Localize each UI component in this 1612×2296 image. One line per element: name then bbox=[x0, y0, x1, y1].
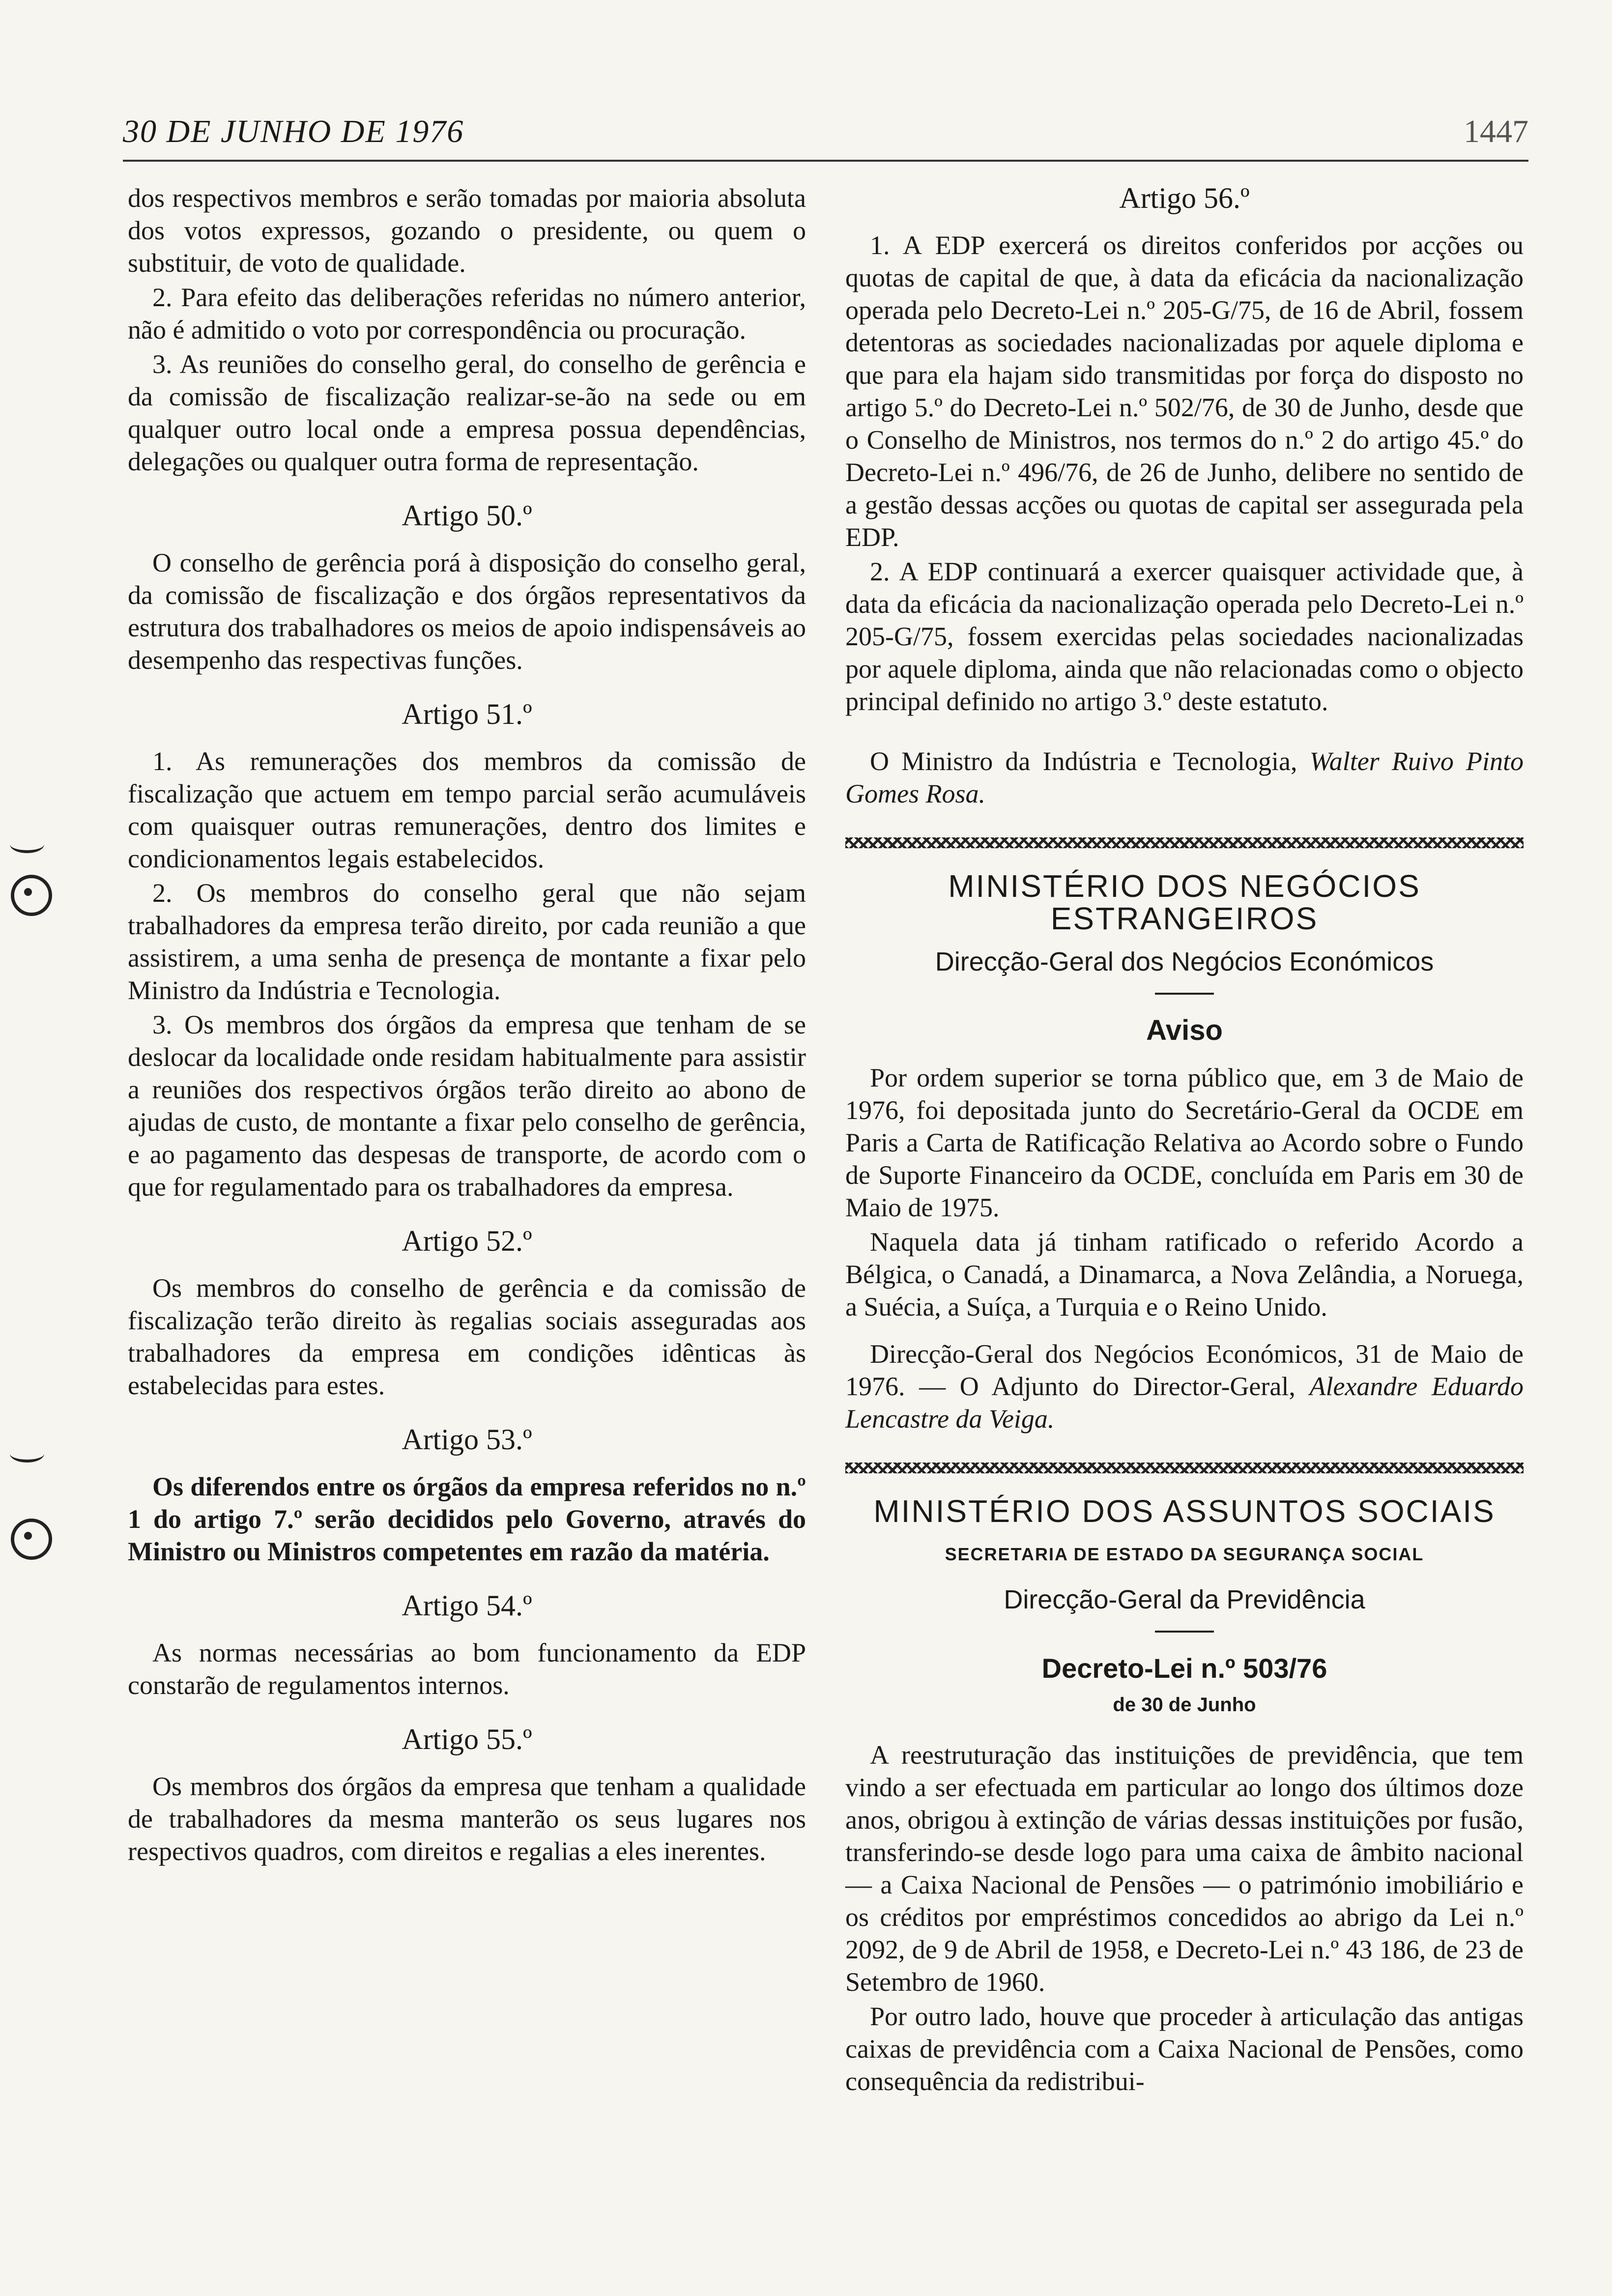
article-53-title: Artigo 53.º bbox=[402, 1423, 532, 1456]
paragraph: Por ordem superior se torna público que, em 3 de Maio de 1976, foi depositada junto do Secretário-Geral da OCDE em Paris a Carta de Ratificação Relativa ao Acordo sobre o Fundo de Suporte Financeiro da OCDE, concluída em Paris em 30 de Maio de 1975. bbox=[845, 1063, 1524, 1222]
paragraph: A reestruturação das instituições de previdência, que tem vindo a ser efectuada em particular ao longo dos últimos doze anos, obrigou à extinção de várias dessas instituições por fusão, transferindo-se desde logo para uma caixa de âmbito nacional — a Caixa Nacional de Pensões — o património imobiliário e os créditos por empréstimos concedidos ao abrigo da Lei n.º 2092, de 9 de Abril de 1958, e Decreto-Lei n.º 43 186, de 23 de Setembro de 1960. bbox=[845, 1740, 1524, 1997]
margin-tick-icon bbox=[10, 1445, 44, 1463]
paragraph: 3. Os membros dos órgãos da empresa que tenham de se deslocar da localidade onde residam habitualmente para assistir a reuniões dos respectivos órgãos terão direito ao abono de ajudas de custo, de montante a fixar pelo conselho de gerência, e ao pagamento das despesas de transporte, de acordo com o que for regulamentado para os trabalhadores da empresa. bbox=[128, 1010, 806, 1202]
signature-block bbox=[845, 1338, 1524, 1435]
margin-tick-icon bbox=[10, 835, 44, 853]
signature-block bbox=[845, 745, 1524, 810]
paragraph: Naquela data já tinham ratificado o referido Acordo a Bélgica, o Canadá, a Dinamarca, a Nova Zelândia, a Noruega, a Suécia, a Suíça, a Turquia e o Reino Unido. bbox=[845, 1227, 1524, 1321]
article-50-title: Artigo 50.º bbox=[402, 499, 532, 532]
left-column bbox=[128, 182, 806, 1869]
margin-punch-hole-icon bbox=[11, 1519, 52, 1560]
paragraph: 3. As reuniões do conselho geral, do conselho de gerência e da comissão de fiscalização realizar-se-ão na sede ou em qualquer outro local onde a empresa possua dependências, delegações ou qualquer outra forma de representação. bbox=[128, 349, 806, 476]
directorate-heading: Direcção-Geral dos Negócios Económicos bbox=[935, 947, 1434, 976]
paragraph: dos respectivos membros e serão tomadas por maioria absoluta dos votos expressos, gozando o presidente, ou quem o substituir, de voto de qualidade. bbox=[128, 183, 806, 278]
secretariat-heading: SECRETARIA DE ESTADO DA SEGURANÇA SOCIAL bbox=[945, 1544, 1424, 1564]
paragraph: 2. Para efeito das deliberações referidas no número anterior, não é admitido o voto por correspondência ou procuração. bbox=[128, 283, 806, 344]
ministry-heading: MINISTÉRIO DOS NEGÓCIOS ESTRANGEIROS bbox=[948, 868, 1421, 936]
article-55-title: Artigo 55.º bbox=[402, 1723, 532, 1755]
decree-date: de 30 de Junho bbox=[1113, 1694, 1256, 1716]
short-rule bbox=[1155, 993, 1214, 995]
paragraph: O conselho de gerência porá à disposição do conselho geral, da comissão de fiscalização e dos órgãos representativos da estrutura dos trabalhadores os meios de apoio indispensáveis ao desempenho das respectivas funções. bbox=[128, 548, 806, 675]
article-56-title: Artigo 56.º bbox=[1119, 182, 1250, 214]
section-divider bbox=[845, 1463, 1524, 1473]
directorate-heading: Direcção-Geral da Previdência bbox=[1004, 1585, 1365, 1614]
section-divider bbox=[845, 837, 1524, 848]
page-header bbox=[123, 108, 1528, 152]
page-number: 1447 bbox=[1464, 114, 1528, 149]
ministry-heading: MINISTÉRIO DOS ASSUNTOS SOCIAIS bbox=[873, 1493, 1496, 1529]
paragraph: 1. A EDP exercerá os direitos conferidos por acções ou quotas de capital de que, à data da eficácia da nacionalização operada pelo Decreto-Lei n.º 205-G/75, de 16 de Abril, fossem detentoras as sociedades nacionalizadas por aquele diploma e que para ela hajam sido transmitidas por força do disposto no artigo 5.º do Decreto-Lei n.º 502/76, de 30 de Junho, desde que o Conselho de Ministros, nos termos do n.º 2 do artigo 45.º do Decreto-Lei n.º 496/76, de 26 de Junho, delibere no sentido de a gestão dessas acções ou quotas de capital ser assegurada pela EDP. bbox=[845, 230, 1524, 552]
paragraph: 2. A EDP continuará a exercer quaisquer actividade que, à data da eficácia da nacionalização operada pelo Decreto-Lei n.º 205-G/75, fossem exercidas pelas sociedades nacionalizadas por aquele diploma, ainda que não relacionadas como o objecto principal definido no artigo 3.º deste estatuto. bbox=[845, 557, 1524, 716]
notice-title: Aviso bbox=[1146, 1014, 1223, 1046]
margin-punch-hole-icon bbox=[11, 875, 52, 916]
article-52-title: Artigo 52.º bbox=[402, 1225, 532, 1257]
paragraph: Os membros dos órgãos da empresa que tenham a qualidade de trabalhadores da mesma manterão os seus lugares nos respectivos quadros, com direitos e regalias a eles inerentes. bbox=[128, 1772, 806, 1866]
paragraph: Por outro lado, houve que proceder à articulação das antigas caixas de previdência com a Caixa Nacional de Pensões, como consequência da redistribui- bbox=[845, 2002, 1524, 2096]
signature-name: Walter Ruivo Pinto Gomes Rosa. bbox=[845, 746, 1524, 808]
paragraph: As normas necessárias ao bom funcionamento da EDP constarão de regulamentos internos. bbox=[128, 1638, 806, 1700]
signature-prefix: Direcção-Geral dos Negócios Económicos, 31 de Maio de 1976. — O Adjunto do Director-Geral, bbox=[845, 1339, 1524, 1401]
header-date: 30 DE JUNHO DE 1976 bbox=[123, 114, 464, 149]
short-rule bbox=[1155, 1631, 1214, 1633]
right-column bbox=[845, 182, 1524, 2099]
paragraph: 2. Os membros do conselho geral que não sejam trabalhadores da empresa terão direito, por cada reunião a que assistirem, a uma senha de presença de montante a fixar pelo Ministro da Indústria e Tecnologia. bbox=[128, 878, 806, 1005]
paragraph: 1. As remunerações dos membros da comissão de fiscalização que actuem em tempo parcial serão acumuláveis com quaisquer outras remunerações, dentro dos limites e condicionamentos legais estabelecidos. bbox=[128, 746, 806, 873]
paragraph: Os membros do conselho de gerência e da comissão de fiscalização terão direito às regalias sociais asseguradas aos trabalhadores da empresa em condições idênticas às estabelecidas para estes. bbox=[128, 1273, 806, 1400]
paragraph: Os diferendos entre os órgãos da empresa referidos no n.º 1 do artigo 7.º serão decididos pelo Governo, através do Ministro ou Ministros competentes em razão da matéria. bbox=[128, 1472, 806, 1566]
signature-name: Alexandre Eduardo Lencastre da Veiga. bbox=[845, 1372, 1524, 1434]
article-51-title: Artigo 51.º bbox=[402, 698, 532, 730]
signature-prefix: O Ministro da Indústria e Tecnologia, bbox=[870, 746, 1297, 776]
article-54-title: Artigo 54.º bbox=[402, 1589, 532, 1622]
decree-title: Decreto-Lei n.º 503/76 bbox=[1041, 1653, 1327, 1684]
header-rule bbox=[123, 160, 1528, 162]
